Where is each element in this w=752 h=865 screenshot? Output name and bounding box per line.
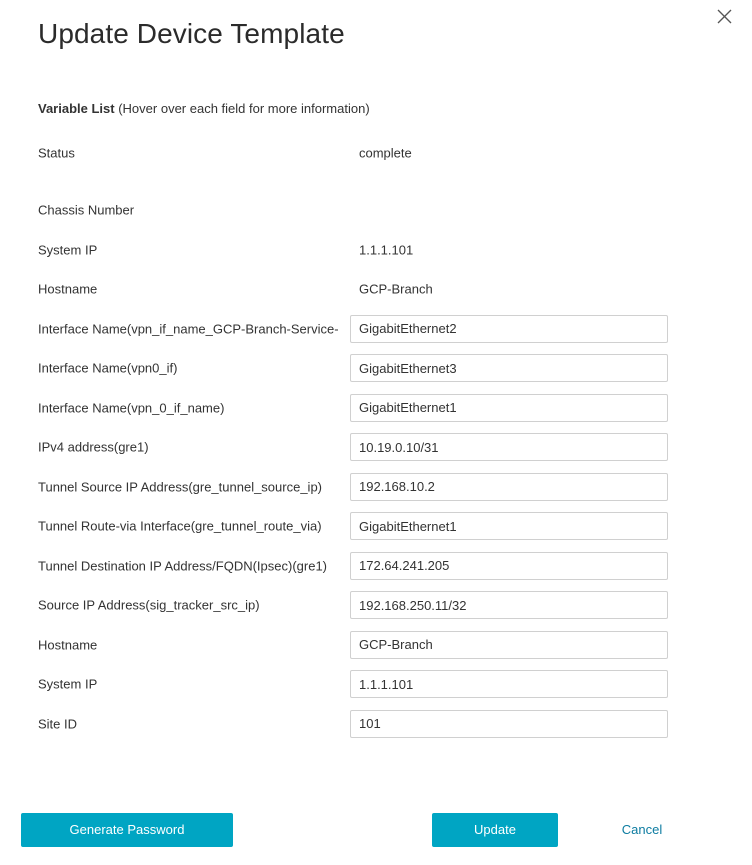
form-row-tunnel-source-ip — [0, 467, 752, 507]
form-row-interface-name-service — [0, 309, 752, 349]
interface-name-vpn0-if-input[interactable] — [350, 354, 668, 382]
variable-form — [0, 133, 752, 744]
form-row-system-ip-static — [0, 230, 752, 270]
variable-list-header — [38, 101, 370, 116]
row-label: IPv4 address(gre1) — [38, 439, 149, 455]
row-value: complete — [359, 145, 412, 161]
form-row-ipv4-address-gre1 — [0, 428, 752, 468]
form-row-tunnel-route-via-interface — [0, 507, 752, 547]
close-icon-glyph — [717, 9, 732, 24]
row-label: Interface Name(vpn_0_if_name) — [38, 400, 225, 416]
row-label: Hostname — [38, 637, 98, 653]
row-label: Interface Name(vpn_if_name_GCP-Branch-Service- — [38, 321, 339, 337]
row-label: Tunnel Source IP Address(gre_tunnel_source_ip) — [38, 479, 323, 495]
form-row-site-id — [0, 704, 752, 744]
tunnel-destination-ip-input[interactable] — [350, 552, 668, 580]
hostname-input[interactable] — [350, 631, 668, 659]
interface-name-service-input[interactable] — [350, 315, 668, 343]
system-ip-input[interactable] — [350, 670, 668, 698]
row-label: Tunnel Route-via Interface(gre_tunnel_route_via) — [38, 518, 322, 534]
row-spacer — [0, 173, 752, 191]
tunnel-route-via-interface-input[interactable] — [350, 512, 668, 540]
form-row-hostname — [0, 625, 752, 665]
generate-password-button[interactable]: Generate Password — [21, 813, 233, 847]
update-button[interactable]: Update — [432, 813, 558, 847]
variable-list-label: Variable List — [38, 101, 115, 116]
page-title: Update Device Template — [38, 18, 345, 49]
row-value: 1.1.1.101 — [359, 242, 414, 258]
form-row-hostname-static — [0, 270, 752, 310]
cancel-button[interactable]: Cancel — [590, 813, 694, 847]
interface-name-vpn0-if-name-input[interactable] — [350, 394, 668, 422]
form-row-chassis-number — [0, 191, 752, 231]
site-id-input[interactable] — [350, 710, 668, 738]
form-row-tunnel-destination-ip — [0, 546, 752, 586]
row-label: Status — [38, 145, 75, 161]
row-value: GCP-Branch — [359, 281, 433, 297]
close-icon[interactable] — [712, 4, 736, 28]
row-label: Chassis Number — [38, 202, 135, 218]
row-label: Tunnel Destination IP Address/FQDN(Ipsec)(gre1) — [38, 558, 328, 574]
ipv4-address-gre1-input[interactable] — [350, 433, 668, 461]
form-row-interface-name-vpn0-if-name — [0, 388, 752, 428]
form-row-interface-name-vpn0-if — [0, 349, 752, 389]
form-row-source-ip-sig-tracker — [0, 586, 752, 626]
tunnel-source-ip-input[interactable] — [350, 473, 668, 501]
row-label: System IP — [38, 676, 98, 692]
row-label: Site ID — [38, 716, 78, 732]
row-label: Hostname — [38, 281, 98, 297]
sig-tracker-src-ip-input[interactable] — [350, 591, 668, 619]
variable-list-hint: (Hover over each field for more information) — [118, 101, 370, 116]
row-label: Interface Name(vpn0_if) — [38, 360, 178, 376]
row-label: Source IP Address(sig_tracker_src_ip) — [38, 597, 260, 613]
dialog-footer — [0, 813, 752, 847]
form-row-system-ip — [0, 665, 752, 705]
row-label: System IP — [38, 242, 98, 258]
form-row-status — [0, 133, 752, 173]
